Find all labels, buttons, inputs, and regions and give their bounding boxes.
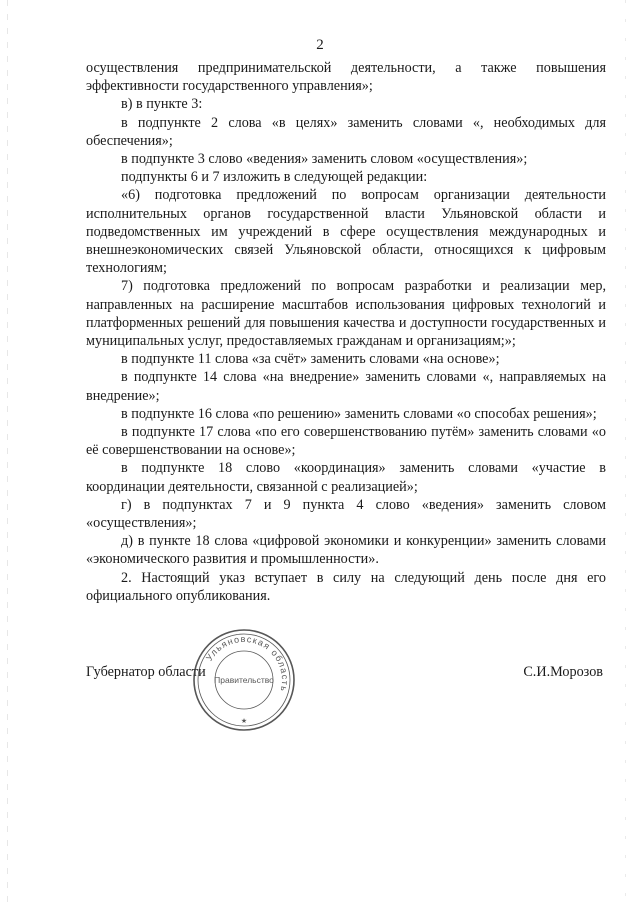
paragraph: в подпункте 11 слова «за счёт» заменить словами «на основе»;	[121, 351, 500, 368]
signatory-name: С.И.Морозов	[523, 664, 603, 680]
seal-center-text: Правительство	[214, 675, 274, 685]
paragraph: осуществления предпринимательской деятельности, а также повышения эффективности государственного управления»;	[86, 60, 606, 95]
paragraph: в подпункте 17 слова «по его совершенствованию путём» заменить словами «о её совершенствовании на основе»;	[86, 424, 606, 459]
paragraph: 2. Настоящий указ вступает в силу на следующий день после дня его официального опубликования.	[86, 569, 606, 604]
paragraph: в подпункте 3 слово «ведения» заменить словом «осуществления»;	[121, 151, 528, 168]
paragraph: в) в пункте 3:	[121, 96, 203, 113]
official-seal-stamp	[192, 628, 296, 732]
paragraph: в подпункте 2 слова «в целях» заменить словами «, необходимых для обеспечения»;	[86, 114, 606, 149]
paragraph: в подпункте 14 слова «на внедрение» заменить словами «, направляемых на внедрение»;	[86, 369, 606, 404]
paragraph: 7) подготовка предложений по вопросам разработки и реализации мер, направленных на расширение масштабов использования цифровых технологий и платформенных решений для повышения качества и доступности государственных и муниципальных услуг, предоставляемых гражданам и организациям;»;	[86, 278, 606, 350]
paragraph: в подпункте 16 слова «по решению» заменить словами «о способах решения»;	[121, 405, 597, 422]
paragraph: г) в подпунктах 7 и 9 пункта 4 слово «ведения» заменить словом «осуществления»;	[86, 496, 606, 532]
page-number: 2	[316, 37, 324, 53]
document-body	[86, 59, 606, 605]
seal-ring-text: Ульяновская область	[203, 633, 291, 694]
paragraph: «6) подготовка предложений по вопросам организации деятельности исполнительных органов государственной власти Ульяновской области и подведомственных им учреждений в сфере осуществления международных и внешнеэкономических связей Ульяновской области, относящихся к цифровым технологиям;	[86, 187, 606, 277]
paragraph: д) в пункте 18 слова «цифровой экономики и конкуренции» заменить словами «экономического развития и промышленности».	[86, 533, 606, 568]
paragraph: подпункты 6 и 7 изложить в следующей редакции:	[121, 169, 428, 186]
scan-edge-right	[625, 0, 626, 905]
signatory-title: Губернатор области	[86, 664, 206, 680]
scan-edge-left	[7, 0, 8, 905]
paragraph: в подпункте 18 слово «координация» заменить словами «участие в координации деятельности, связанной с реализацией»;	[86, 460, 606, 495]
seal-star-icon: ★	[240, 718, 248, 725]
